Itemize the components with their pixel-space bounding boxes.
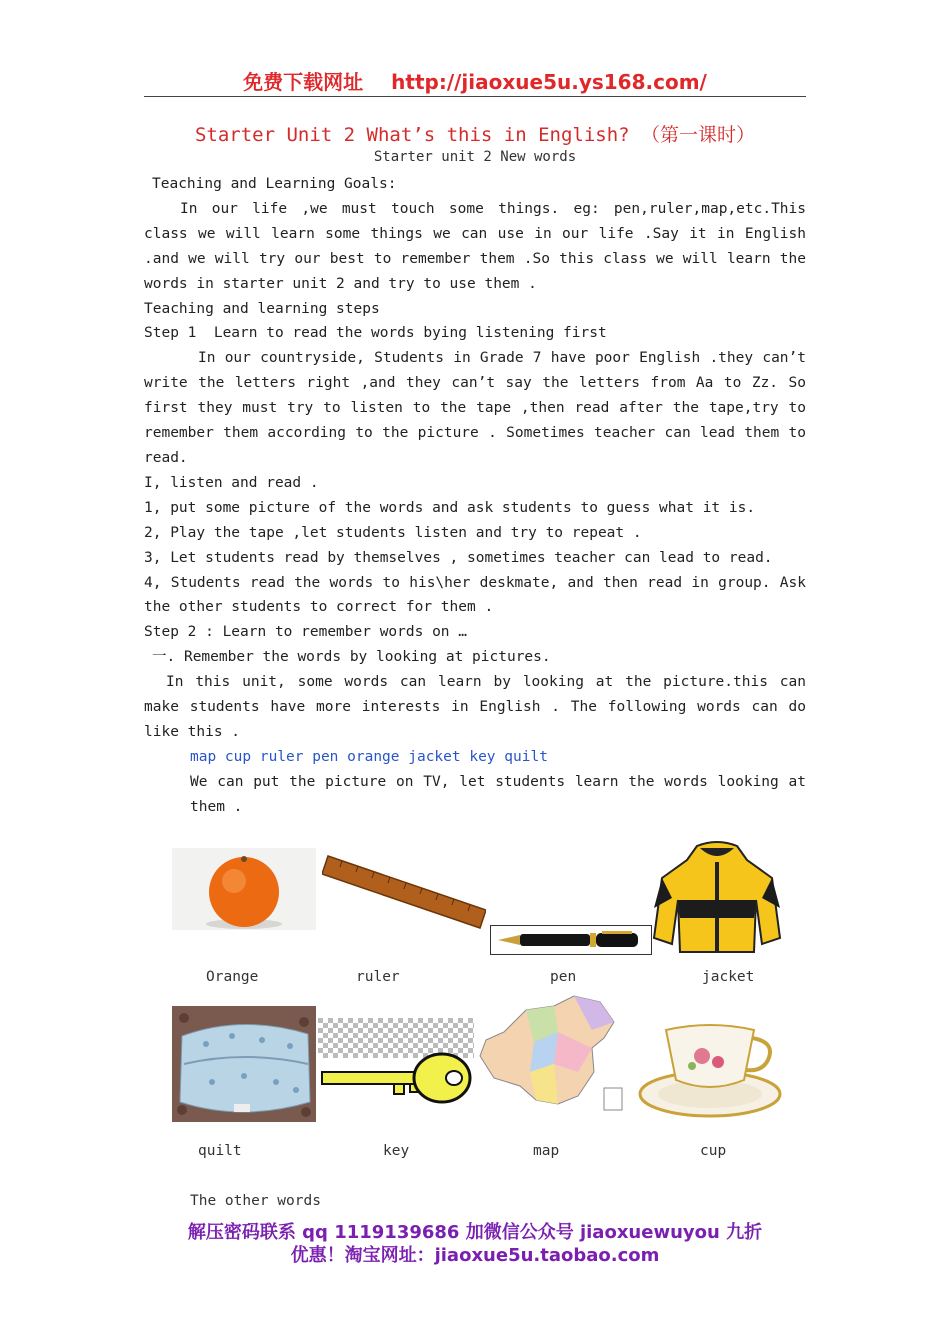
step-1-heading: Step 1 Learn to read the words bying listening first xyxy=(144,325,607,342)
step-1-paragraph: In our countryside, Students in Grade 7 have poor English .they can’t write the letters right ,and they can’t say the letters from Aa to Zz. So first they must try to listen to the tape ,then read after the tape,try to remember them according to the picture . Sometimes teacher can lead them to read. xyxy=(144,350,806,466)
page-subtitle: Starter unit 2 New words xyxy=(373,149,577,165)
list-item: 3, Let students read by themselves , sometimes teacher can lead to read. xyxy=(144,549,773,566)
site-header xyxy=(0,66,950,95)
cup-image xyxy=(636,1016,784,1124)
other-words-heading: The other words xyxy=(190,1193,321,1209)
pictures-paragraph: In this unit, some words can learn by looking at the picture.this can make students have more interests in English . The following words can do like this . xyxy=(144,674,806,740)
caption-cup: cup xyxy=(700,1143,727,1159)
ruler-image xyxy=(322,852,486,930)
caption-jacket: jacket xyxy=(702,969,755,985)
list-item: 4, Students read the words to his\her deskmate, and then read in group. Ask the other students to correct for them . xyxy=(144,574,806,616)
caption-map: map xyxy=(533,1143,560,1159)
caption-ruler: ruler xyxy=(356,969,400,985)
jacket-image xyxy=(652,838,782,956)
goals-paragraph: In our life ,we must touch some things. eg: pen,ruler,map,etc.This class we will learn some things we can use in our life .Say it in English .and we will try our best to remember them .So this class we will learn the words in starter unit 2 and try to use them . xyxy=(144,200,806,292)
list-item: 1, put some picture of the words and ask students to guess what it is. xyxy=(144,499,756,516)
quilt-image xyxy=(172,1006,316,1122)
lesson-body xyxy=(144,172,806,820)
listen-read-heading: I, listen and read . xyxy=(144,474,319,491)
caption-quilt: quilt xyxy=(198,1143,242,1159)
page-title: Starter Unit 2 What’s this in English? （第一课时） xyxy=(194,124,756,146)
goals-heading: Teaching and Learning Goals: xyxy=(152,176,397,192)
header-divider xyxy=(144,96,806,97)
caption-key: key xyxy=(383,1143,410,1159)
tv-paragraph: We can put the picture on TV, let students learn the words looking at them . xyxy=(190,773,806,815)
word-list: map cup ruler pen orange jacket key quilt xyxy=(190,748,548,765)
footer-line-2: 优惠！淘宝网址：jiaoxue5u.taobao.com xyxy=(290,1245,660,1266)
caption-pen: pen xyxy=(550,969,577,985)
map-image xyxy=(474,992,632,1118)
site-label: 免费下载网址 xyxy=(243,70,364,94)
list-item: 2, Play the tape ,let students listen and try to repeat . xyxy=(144,524,642,541)
steps-heading: Teaching and learning steps xyxy=(144,300,380,317)
caption-orange: Orange xyxy=(206,969,259,985)
orange-image xyxy=(172,848,316,930)
key-image xyxy=(318,1018,474,1108)
pictures-heading: 一. Remember the words by looking at pictures. xyxy=(152,649,551,666)
site-url-link[interactable]: http://jiaoxue5u.ys168.com/ xyxy=(391,70,707,94)
footer-line-1: 解压密码联系 qq 1119139686 加微信公众号 jiaoxuewuyou 九折 xyxy=(187,1222,763,1243)
pen-image xyxy=(490,925,652,955)
step-2-heading: Step 2 : Learn to remember words on … xyxy=(144,624,468,641)
